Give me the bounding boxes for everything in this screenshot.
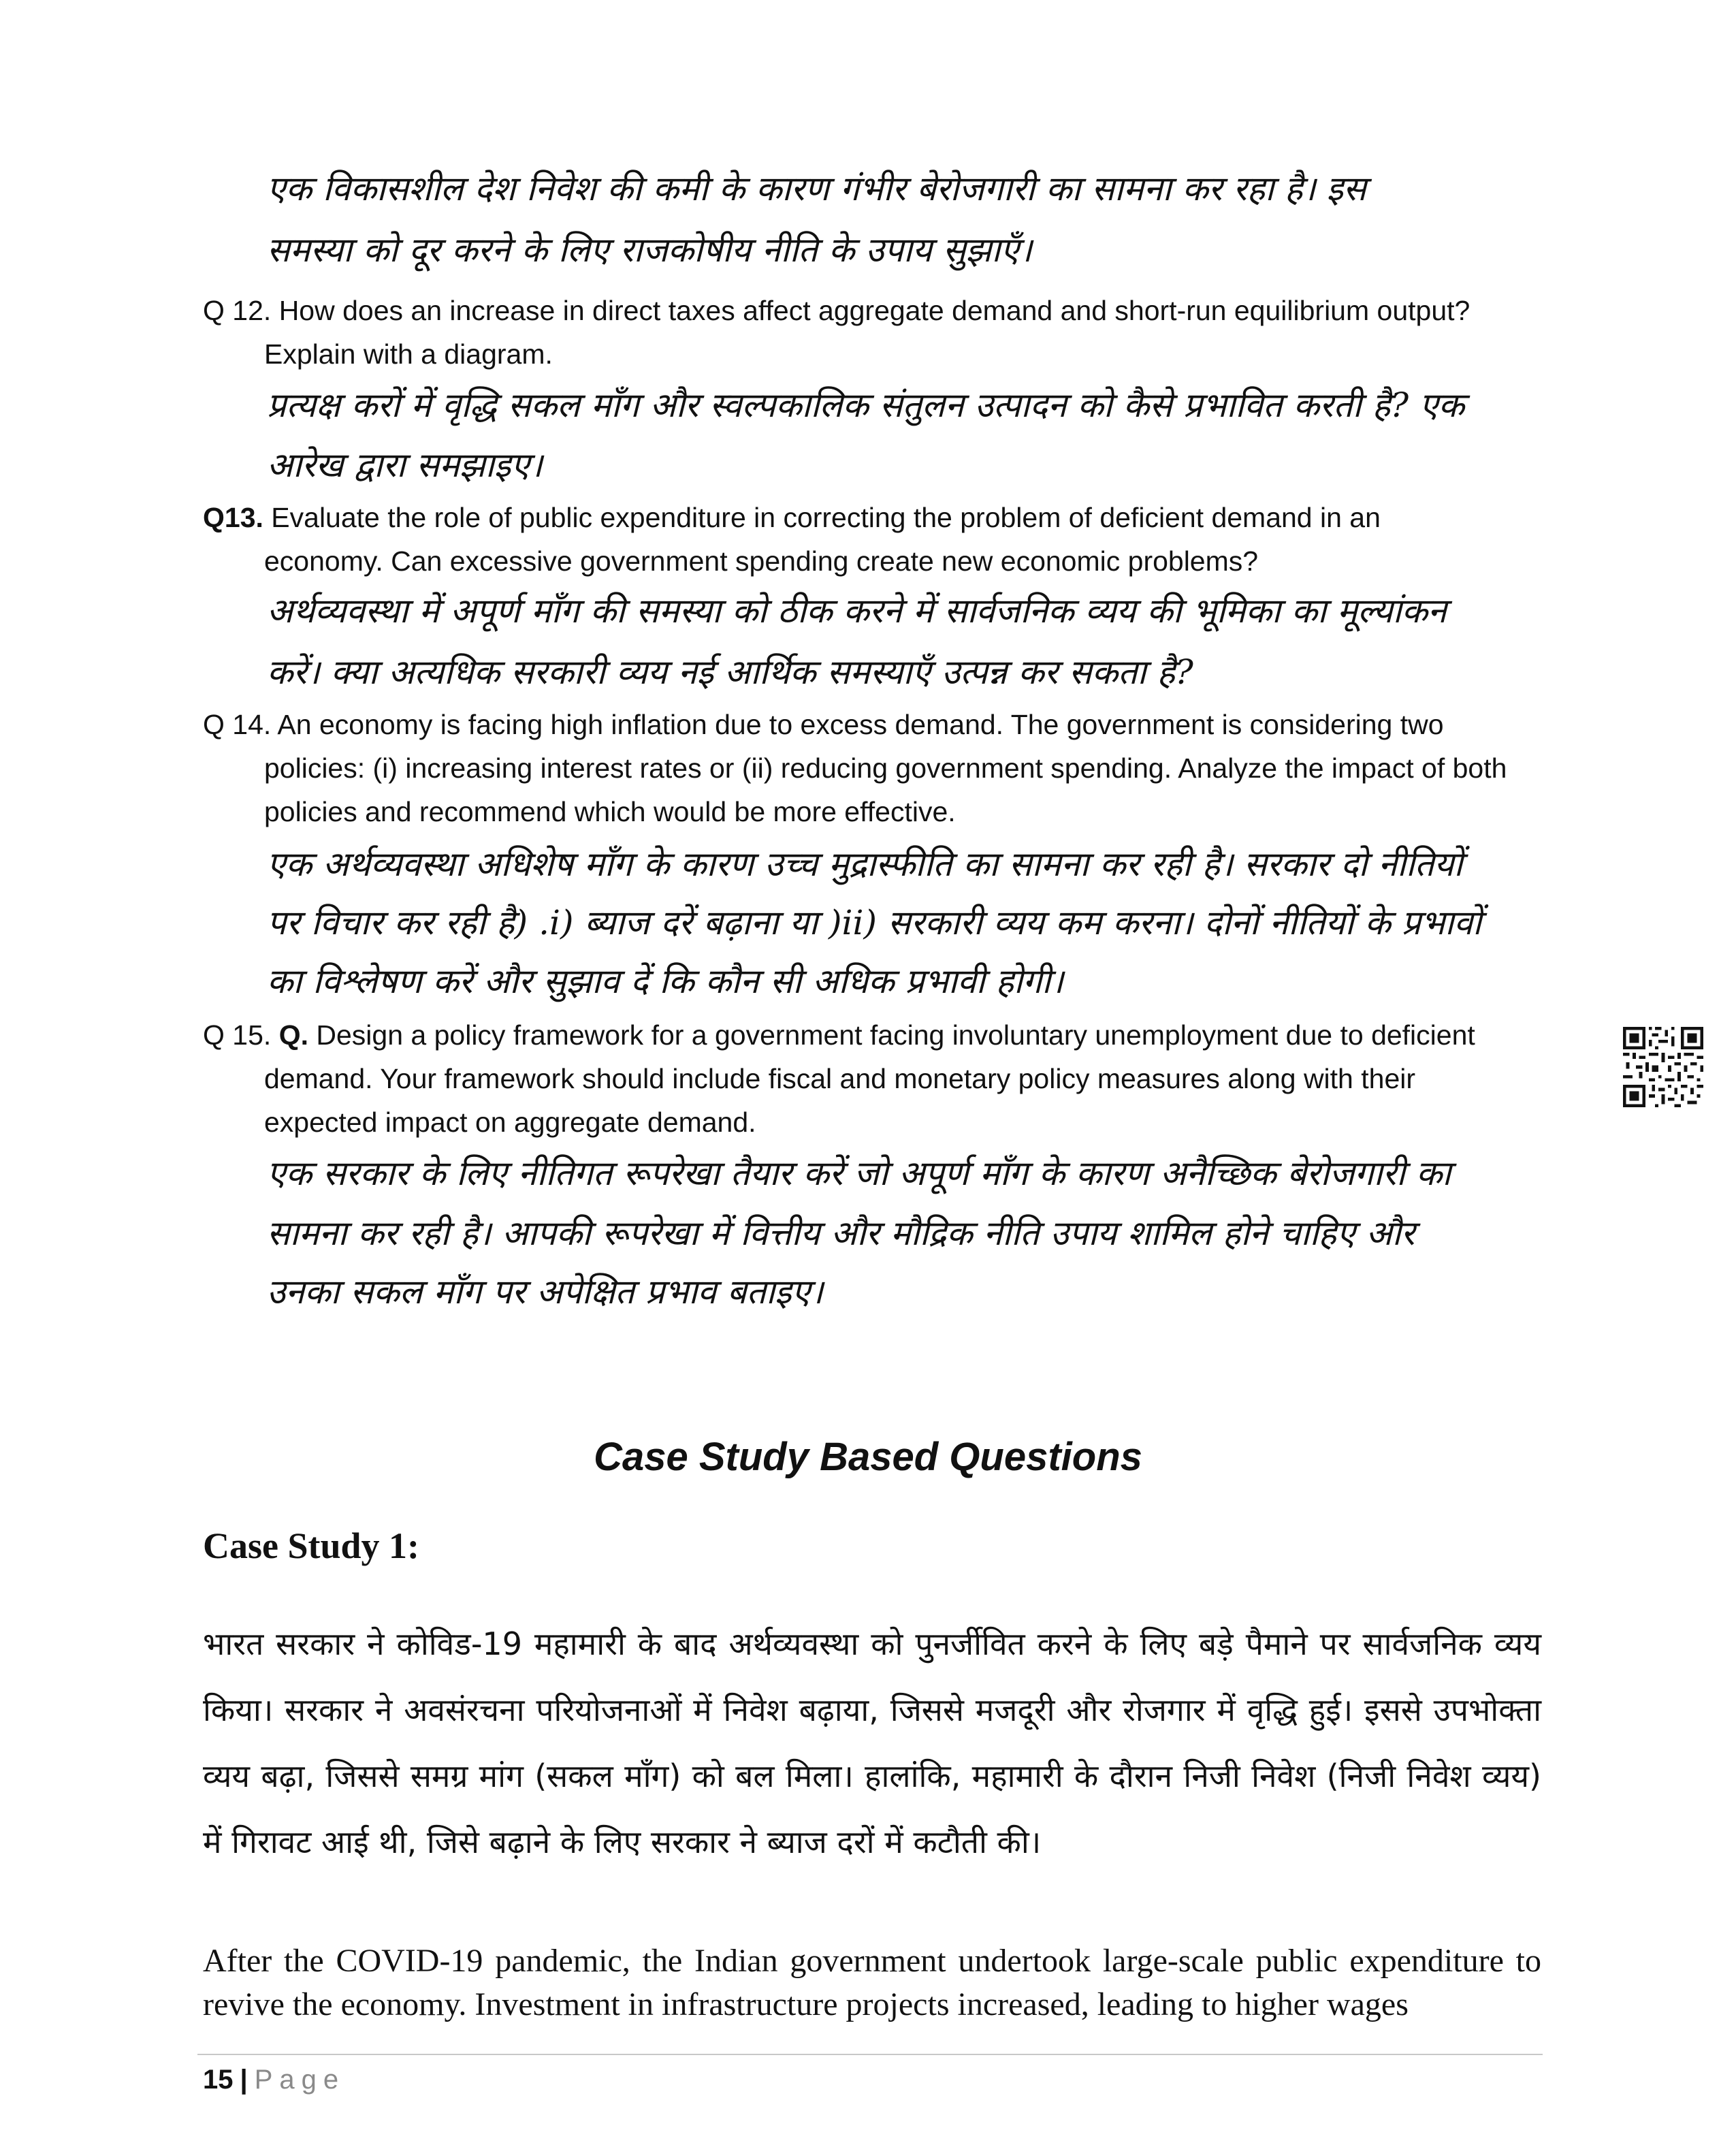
question-13-hindi-line-1: अर्थव्यवस्था में अपूर्ण माँग की समस्या को ठीक करने में सार्वजनिक व्यय की भूमिका का मूल्यांकन — [267, 591, 1447, 631]
question-12-hindi-line-2: आरेख द्वारा समझाइए। — [267, 445, 543, 485]
question-14-line-2: policies: (i) increasing interest rates or (ii) reducing government spending. Analyze the impact of both — [264, 752, 1507, 784]
question-14-line-1: An economy is facing high inflation due to excess demand. The government is considering two — [277, 709, 1444, 740]
question-12-line-1: How does an increase in direct taxes affect aggregate demand and short-run equilibrium output? — [278, 295, 1470, 326]
case-study-hindi-paragraph: भारत सरकार ने कोविड-19 महामारी के बाद अर्थव्यवस्था को पुनर्जीवित करने के लिए बड़े पैमाने पर सार्वजनिक व्यय किया। सरकार ने अवसंरचना परियोजनाओं में निवेश बढ़ाया, जिससे मजदूरी और रोजगार में वृद्धि हुई। इससे उपभोक्ता व्यय बढ़ा, जिससे समग्र मांग (सकल माँग) को बल मिला। हालांकि, महामारी के दौरान निजी निवेश (निजी निवेश व्यय) में गिरावट आई थी, जिसे बढ़ाने के लिए सरकार ने ब्याज दरों में कटौती की। — [203, 1625, 1541, 1860]
question-15-hindi-line-3: उनका सकल माँग पर अपेक्षित प्रभाव बताइए। — [267, 1272, 824, 1312]
page-footer — [203, 2059, 345, 2100]
question-12-line-2: Explain with a diagram. — [264, 338, 553, 370]
case-study-heading: Case Study 1: — [203, 1525, 420, 1566]
footer-separator: | — [240, 2065, 248, 2095]
question-13-hindi-line-2: करें। क्या अत्यधिक सरकारी व्यय नई आर्थिक समस्याएँ उत्पन्न कर सकता है? — [267, 652, 1193, 692]
question-15-line-3: expected impact on aggregate demand. — [264, 1107, 756, 1138]
question-12-hindi-line-1: प्रत्यक्ष करों में वृद्धि सकल माँग और स्वल्पकालिक संतुलन उत्पादन को कैसे प्रभावित करती है? एक — [267, 385, 1465, 425]
q11-hindi-line-2: समस्या को दूर करने के लिए राजकोषीय नीति के उपाय सुझाएँ। — [267, 230, 1033, 270]
question-14-line-3: policies and recommend which would be more effective. — [264, 796, 956, 827]
question-14-number: Q 14. — [203, 709, 272, 740]
question-14-hindi-line-1: एक अर्थव्यवस्था अधिशेष माँग के कारण उच्च मुद्रास्फीति का सामना कर रही है। सरकार दो नीतियों — [267, 844, 1463, 884]
page-number: 15 — [203, 2065, 234, 2095]
q11-hindi-line-1: एक विकासशील देश निवेश की कमी के कारण गंभीर बेरोजगारी का सामना कर रहा है। इस — [267, 169, 1366, 208]
question-13-line-1: Evaluate the role of public expenditure in correcting the problem of deficient demand in an — [271, 502, 1381, 533]
question-14-hindi-line-2: पर विचार कर रही है) .i) ब्याज दरें बढ़ाना या )ii) सरकारी व्यय कम करना। दोनों नीतियों के प्रभावों — [267, 903, 1482, 942]
question-15-line-1: Design a policy framework for a government facing involuntary unemployment due to deficient — [316, 1019, 1475, 1051]
question-12 — [203, 289, 1558, 376]
question-15-number: Q 15. — [203, 1019, 272, 1051]
question-15 — [203, 1013, 1558, 1144]
question-15-bold-label: Q. — [278, 1019, 308, 1051]
question-15-hindi-line-2: सामना कर रही है। आपकी रूपरेखा में वित्तीय और मौद्रिक नीति उपाय शामिल होने चाहिए और — [267, 1213, 1415, 1253]
question-13-number: Q13. — [203, 502, 263, 533]
qr-code-icon — [1623, 1027, 1703, 1107]
section-title: Case Study Based Questions — [594, 1435, 1142, 1479]
case-study-english-paragraph: After the COVID-19 pandemic, the Indian government undertook large-scale public expenditure to revive the economy. Investment in infrastructure projects increased, leading to higher wages — [203, 1943, 1541, 2022]
question-15-line-2: demand. Your framework should include fiscal and monetary policy measures along with their — [264, 1063, 1416, 1094]
footer-divider — [197, 2054, 1543, 2055]
question-13-line-2: economy. Can excessive government spending create new economic problems? — [264, 545, 1259, 577]
question-14-hindi-line-3: का विश्लेषण करें और सुझाव दें कि कौन सी अधिक प्रभावी होगी। — [267, 962, 1064, 1001]
page-label: Page — [254, 2065, 346, 2095]
question-15-hindi-line-1: एक सरकार के लिए नीतिगत रूपरेखा तैयार करें जो अपूर्ण माँग के कारण अनैच्छिक बेरोजगारी का — [267, 1154, 1451, 1193]
question-13 — [203, 496, 1558, 583]
question-14 — [203, 703, 1558, 833]
question-12-number: Q 12. — [203, 295, 272, 326]
